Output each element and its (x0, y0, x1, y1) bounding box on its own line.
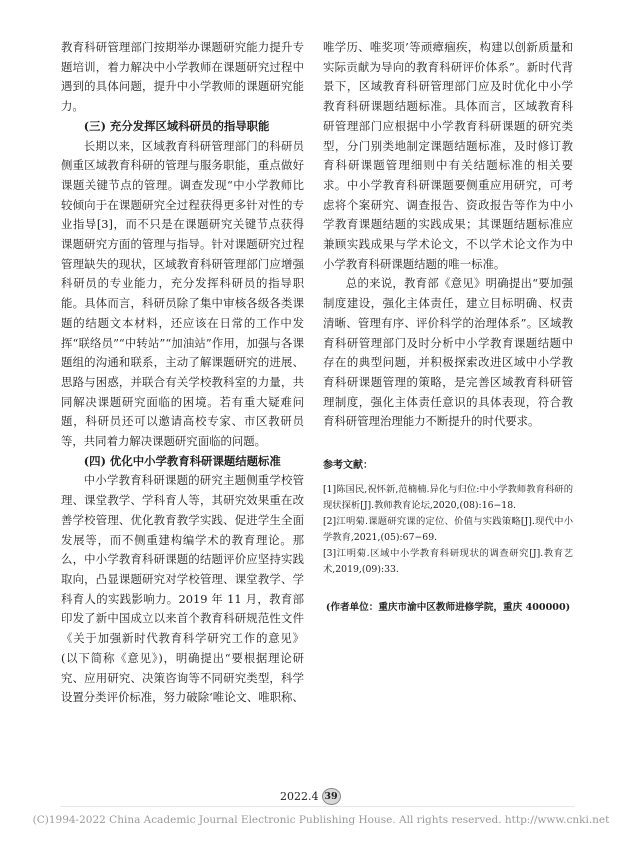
footer-divider (60, 806, 574, 807)
page-number-badge: 39 (322, 788, 341, 805)
reference-item: [3]江明菊.区域中小学教育科研现状的调查研究[J].教育艺术,2019,(09):33. (323, 547, 573, 575)
copyright-notice: (C)1994-2022 China Academic Journal Electronic Publishing House. All rights reserved. http://www.cnki.net (32, 814, 610, 826)
reference-item: [1]陈国民,祝怀新,范楠楠.异化与归位:中小学教师教育科研的现状探析[J].教师教育论坛,2020,(08):16−18. (323, 483, 573, 511)
body-paragraph: 唯学历、唯奖项’等顽瘴痼疾，构建以创新质量和实际贡献为导向的教育科研评价体系”。新时代背景下，区域教育科研管理部门应及时优化中小学教育科研课题结题标准。具体而言，区域教育科研管理部门应根据中小学教育科研课题的研究类型，分门别类地制定课题结题标准，及时修订教育科研课题管理细则中有关结题标准的相关要求。中小学教育科研课题要侧重应用研究，可考虑将个案研究、调查报告、资政报告等作为中小学教育课题结题的实践成果；其课题结题标准应兼顾实践成果与学术论文，不以学术论文作为中小学教育科研课题结题的唯一标准。 (323, 40, 573, 271)
section-heading: (三) 充分发挥区域科研员的指导职能 (83, 118, 270, 133)
body-paragraph: 总的来说，教育部《意见》明确提出“要加强制度建设，强化主体责任，建立目标明确、权责清晰、管理有序、评价科学的治理体系”。区域教育科研管理部门及时分析中小学教育课题结题中存在的典型问题，并积极探索改进区域中小学教育科研课题管理的策略，是完善区域教育科研管理制度，强化主体责任意识的具体表现，符合教育科研管理治理能力不断提升的时代要求。 (323, 276, 573, 429)
author-affiliation: (作者单位：重庆市渝中区教师进修学院，重庆 400000) (325, 601, 571, 613)
page-footer (280, 788, 341, 805)
body-paragraph: 教育科研管理部门按期举办课题研究能力提升专题培训，着力解决中小学教师在课题研究过程中遇到的具体问题，提升中小学教师的课题研究能力。 (61, 40, 304, 114)
left-column (61, 38, 304, 708)
right-column (323, 38, 573, 617)
reference-item: [2]江明菊.课题研究课的定位、价值与实践策略[J].现代中小学教育,2021,(05):67−69. (323, 515, 573, 543)
references-title: 参考文献： (323, 460, 373, 472)
section-heading: (四) 优化中小学教育科研课题结题标准 (83, 453, 281, 468)
body-paragraph: 长期以来，区域教育科研管理部门的科研员侧重区域教育科研的管理与服务职能，重点做好课题关键节点的管理。调查发现“中小学教师比较倾向于在课题研究全过程获得更多针对性的专业指导[3]，而不只是在课题研究关键节点获得课题研究方面的管理与指导。针对课题研究过程管理缺失的现状，区域教育科研管理部门应增强科研员的专业能力，充分发挥科研员的指导职能。具体而言，科研员除了集中审核各级各类课题的结题文本材料，还应该在日常的工作中发挥“联络员”“中转站”“加油站”作用，加强与各课题组的沟通和联系，主动了解课题研究的进展、思路与困惑，并联合有关学校教科室的力量，共同解决课题研究面临的困境。若有重大疑难问题，科研员还可以邀请高校专家、市区教研员等，共同着力解决课题研究面临的问题。 (61, 138, 304, 449)
body-paragraph: 中小学教育科研课题的研究主题侧重学校管理、课堂教学、学科育人等，其研究效果重在改善学校管理、优化教育教学实践、促进学生全面发展等，而不侧重建构编学术的教育理论。那么，中小学教育科研课题的结题评价应坚持实践取向，凸显课题研究对学校管理、课堂教学、学科育人的实践影响力。2019 年 11 月，教育部印发了新中国成立以来首个教育科研规范性文件《关于加强新时代教育科学研究工作的意见》(以下简称《意见》)，明确提出“要根据理论研究、应用研究、决策咨询等不同研究类型，科学设置分类评价标准，努力破除‘唯论文、唯职称、 (61, 473, 304, 705)
issue-label: 2022.4 (280, 790, 319, 803)
